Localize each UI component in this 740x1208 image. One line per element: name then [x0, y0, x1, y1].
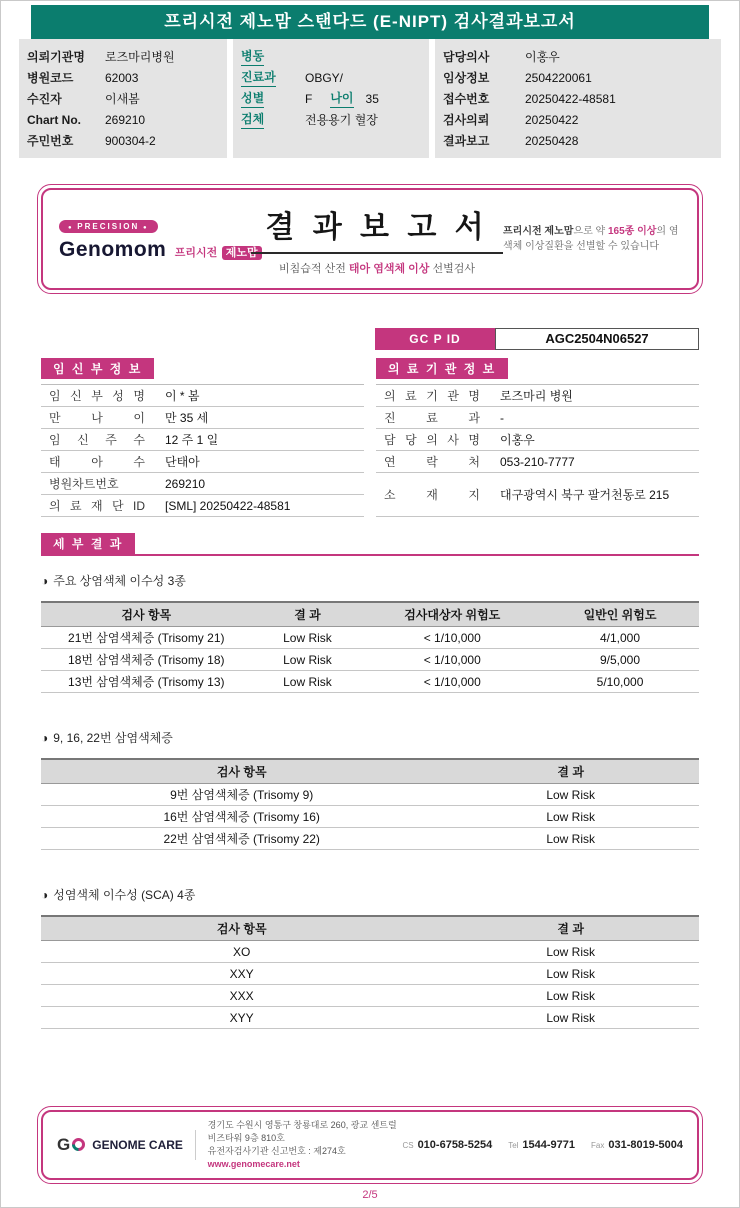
field-label: Chart No. — [27, 112, 81, 127]
info-label: 의 료 재 단 ID — [49, 499, 145, 513]
details-section-header — [41, 533, 699, 556]
field-value: 62003 — [105, 70, 139, 85]
fax-label: Fax — [591, 1140, 605, 1150]
field-label: 병원코드 — [27, 71, 74, 85]
footer-contacts — [402, 1139, 683, 1151]
column-header: 검사 항목 — [121, 608, 172, 622]
field-value: 2504220061 — [525, 70, 592, 85]
half-circle-bullet-icon: ◑ — [41, 887, 49, 902]
info-value: 053-210-7777 — [500, 454, 575, 469]
field-label: 병동 — [241, 47, 305, 66]
field-label: 수진자 — [27, 92, 62, 106]
cs-number: 010-6758-5254 — [417, 1138, 493, 1151]
autosome-results-table — [41, 601, 699, 693]
patient-field-row — [443, 109, 713, 130]
subtitle-text: 선별검사 — [429, 263, 475, 275]
clinic-info-section — [376, 358, 699, 517]
maternal-info-title: 임 신 부 정 보 — [41, 358, 154, 379]
brand-kr-precision: 프리시전 — [174, 247, 218, 259]
gcpid-label: GC P ID — [375, 328, 495, 350]
subject-risk: < 1/10,000 — [423, 630, 481, 645]
population-risk: 5/10,000 — [596, 674, 644, 689]
table-row — [41, 985, 699, 1007]
fax-number: 031-8019-5004 — [608, 1138, 683, 1151]
address-line-1: 경기도 수원시 영통구 창룡대로 260, 광교 센트럴비즈타워 9층 810호 — [207, 1119, 397, 1143]
population-risk: 4/1,000 — [599, 630, 641, 645]
info-row — [41, 385, 364, 407]
test-item: XYY — [229, 1010, 254, 1025]
patient-field-row — [241, 67, 421, 88]
subsection-heading-text: 성염색체 이수성 (SCA) 4종 — [53, 888, 196, 902]
info-value: 로즈마리 병원 — [500, 389, 573, 403]
info-label: 담 당 의 사 명 — [384, 433, 480, 447]
field-label: 성별 — [241, 89, 305, 108]
tel-number: 1544-9771 — [522, 1138, 576, 1151]
field-label: 진료과 — [241, 68, 305, 87]
field-value: 20250422-48581 — [525, 91, 616, 106]
info-row — [376, 385, 699, 407]
info-value: 269210 — [165, 476, 206, 491]
report-title-block — [251, 202, 503, 276]
info-row — [376, 429, 699, 451]
field-label: 결과보고 — [443, 134, 490, 148]
logo-ring-icon — [70, 1136, 88, 1154]
footer-box — [37, 1106, 703, 1184]
report-title: 결 과 보 고 서 — [251, 202, 502, 254]
brand-genomom: Genomom — [59, 238, 167, 261]
field-value: 로즈마리병원 — [105, 50, 175, 64]
info-value: 만 35 세 — [165, 411, 209, 425]
footer-divider — [195, 1130, 196, 1160]
field-value: 20250428 — [525, 133, 579, 148]
info-label: 연 락 처 — [384, 455, 480, 469]
info-value: 이홍우 — [500, 433, 535, 447]
sca-subsection — [41, 870, 699, 1029]
test-item: 21번 삼염색체증 (Trisomy 21) — [68, 631, 225, 645]
half-circle-bullet-icon: ◑ — [41, 573, 49, 588]
other-trisomy-results-table — [41, 758, 699, 850]
autosome-subsection — [41, 556, 699, 693]
field-label: 담당의사 — [443, 50, 490, 64]
info-row — [376, 451, 699, 473]
patient-field-row — [241, 46, 421, 67]
test-result: Low Risk — [283, 652, 332, 667]
info-label: 진 료 과 — [384, 411, 480, 425]
subsection-heading-text: 주요 상염색체 이수성 3종 — [53, 574, 186, 588]
column-header: 검사대상자 위험도 — [404, 608, 501, 622]
report-header-box — [37, 184, 703, 294]
field-value: 이홍우 — [525, 50, 560, 64]
tel-label: Tel — [508, 1140, 519, 1150]
page-number: 2/5 — [362, 1189, 378, 1201]
table-header-row — [41, 603, 699, 627]
field-value: 900304-2 — [105, 133, 156, 148]
patient-info-middle-column — [233, 39, 429, 158]
info-sections — [41, 358, 699, 517]
patient-field-row — [241, 109, 421, 130]
table-row — [41, 963, 699, 985]
test-result: Low Risk — [546, 944, 596, 959]
brand-kr-genomom: 제노맘 — [222, 246, 262, 260]
info-row — [41, 451, 364, 473]
subject-risk: < 1/10,000 — [423, 674, 481, 689]
column-header: 일반인 위험도 — [583, 608, 657, 622]
test-item: 22번 삼염색체증 (Trisomy 22) — [163, 832, 320, 846]
website-link: www.genomecare.net — [207, 1158, 300, 1169]
info-value: 단태아 — [165, 455, 200, 469]
genomecare-logo — [57, 1135, 183, 1155]
clinic-info-title: 의 료 기 관 정 보 — [376, 358, 508, 379]
test-item: 16번 삼염색체증 (Trisomy 16) — [163, 810, 320, 824]
half-circle-bullet-icon: ◑ — [41, 730, 49, 745]
patient-info-right-column — [435, 39, 721, 158]
field-label: 나이 — [330, 89, 353, 108]
table-row — [41, 1007, 699, 1029]
field-value: 이새봄 — [105, 92, 140, 106]
patient-info-panel — [19, 39, 721, 158]
clinic-info-table — [376, 384, 699, 517]
info-value: [SML] 20250422-48581 — [165, 498, 291, 513]
brand-line — [59, 238, 258, 262]
cs-label: CS — [402, 1140, 414, 1150]
table-row — [41, 941, 699, 963]
other-trisomy-heading — [41, 729, 699, 746]
patient-field-row — [241, 88, 421, 109]
sca-heading — [41, 886, 699, 903]
cs-contact — [402, 1139, 492, 1151]
field-label: 검체 — [241, 110, 305, 129]
subtitle-accent: 태아 염색체 이상 — [348, 263, 430, 275]
info-label: 태 아 수 — [49, 455, 145, 469]
test-result: Low Risk — [546, 787, 596, 802]
table-row — [41, 627, 699, 649]
footer-address — [208, 1119, 403, 1171]
test-result: Low Risk — [546, 988, 596, 1003]
info-row — [41, 407, 364, 429]
info-value: 대구광역시 북구 팔거천동로 215 — [500, 488, 670, 502]
tagline-brand: 프리시전 제노맘 — [503, 225, 574, 237]
table-row — [41, 671, 699, 693]
table-row — [41, 649, 699, 671]
info-label: 의 료 기 관 명 — [384, 389, 480, 403]
test-item: 13번 삼염색체증 (Trisomy 13) — [68, 675, 225, 689]
info-label: 임 신 주 수 — [49, 433, 145, 447]
genomom-logo — [59, 216, 258, 262]
footer-brand: GENOME CARE — [92, 1137, 183, 1152]
address-line-2: 유전자검사기관 신고번호 : 제274호 — [207, 1145, 346, 1156]
autosome-heading — [41, 572, 699, 589]
info-label: 임 신 부 성 명 — [49, 389, 145, 403]
field-label: 임상정보 — [443, 71, 490, 85]
test-result: Low Risk — [546, 1010, 596, 1025]
subtitle-text: 비침습적 산전 — [279, 263, 349, 275]
gcpid-value: AGC2504N06527 — [495, 328, 699, 350]
column-header: 결 과 — [557, 765, 584, 779]
test-item: XXY — [229, 966, 254, 981]
test-result: Low Risk — [546, 809, 596, 824]
other-trisomy-subsection — [41, 713, 699, 850]
field-value: OBGY/ — [305, 70, 344, 85]
field-value: F — [305, 91, 313, 106]
table-row — [41, 828, 699, 850]
info-value: 12 주 1 일 — [165, 433, 219, 447]
fax-contact — [591, 1139, 683, 1151]
patient-info-left-column — [19, 39, 227, 158]
test-result: Low Risk — [546, 831, 596, 846]
test-result: Low Risk — [283, 630, 332, 645]
info-label: 소 재 지 — [384, 488, 480, 502]
tagline-text: 으로 약 — [573, 225, 608, 237]
test-item: 18번 삼염색체증 (Trisomy 18) — [68, 653, 225, 667]
patient-field-row — [443, 46, 713, 67]
details-title: 세 부 결 과 — [41, 533, 135, 554]
info-value: - — [500, 410, 504, 425]
precision-badge: ● PRECISION ● — [59, 220, 158, 233]
table-row — [41, 784, 699, 806]
patient-field-row — [443, 130, 713, 151]
gcpid-row — [41, 328, 699, 350]
tagline-text: 의 염색체 이상질환을 선별할 수 있습니다 — [503, 225, 679, 252]
patient-field-row — [443, 88, 713, 109]
column-header: 검사 항목 — [216, 922, 267, 936]
info-label: 만 나 이 — [49, 411, 145, 425]
maternal-info-table — [41, 384, 364, 517]
patient-field-row — [27, 130, 219, 151]
field-value: 20250422 — [525, 112, 579, 127]
population-risk: 9/5,000 — [599, 652, 641, 667]
info-row — [41, 495, 364, 517]
field-label: 주민번호 — [27, 134, 74, 148]
field-label: 접수번호 — [443, 92, 490, 106]
info-row — [41, 473, 364, 495]
info-row — [376, 473, 699, 517]
sca-results-table — [41, 915, 699, 1029]
info-row — [376, 407, 699, 429]
field-label: 의뢰기관명 — [27, 50, 85, 64]
column-header: 결 과 — [557, 922, 584, 936]
field-value: 269210 — [105, 112, 146, 127]
report-subtitle — [251, 260, 503, 276]
subject-risk: < 1/10,000 — [423, 652, 481, 667]
field-value: 전용용기 혈장 — [305, 113, 378, 127]
test-item: 9번 삼염색체증 (Trisomy 9) — [170, 788, 314, 802]
info-row — [41, 429, 364, 451]
patient-field-row — [27, 46, 219, 67]
test-result: Low Risk — [283, 674, 332, 689]
report-title-bar: 프리시전 제노맘 스탠다드 (E-NIPT) 검사결과보고서 — [31, 5, 709, 39]
column-header: 결 과 — [294, 608, 321, 622]
field-label: 검사의뢰 — [443, 113, 490, 127]
table-row — [41, 806, 699, 828]
test-item: XO — [233, 944, 251, 959]
info-value: 이 * 봄 — [165, 389, 200, 403]
table-header-row — [41, 760, 699, 784]
test-result: Low Risk — [546, 966, 596, 981]
tagline-accent: 165종 이상 — [607, 225, 657, 237]
patient-field-row — [443, 67, 713, 88]
info-label: 병원차트번호 — [49, 477, 119, 491]
patient-field-row — [27, 109, 219, 130]
maternal-info-section — [41, 358, 364, 517]
report-tagline — [503, 224, 681, 255]
subsection-heading-text: 9, 16, 22번 삼염색체증 — [53, 731, 173, 745]
field-value: 35 — [365, 91, 379, 106]
patient-field-row — [27, 88, 219, 109]
logo-letter-g: G — [57, 1134, 71, 1154]
test-item: XXX — [229, 988, 254, 1003]
column-header: 검사 항목 — [216, 765, 267, 779]
table-header-row — [41, 917, 699, 941]
patient-field-row — [27, 67, 219, 88]
tel-contact — [508, 1139, 575, 1151]
